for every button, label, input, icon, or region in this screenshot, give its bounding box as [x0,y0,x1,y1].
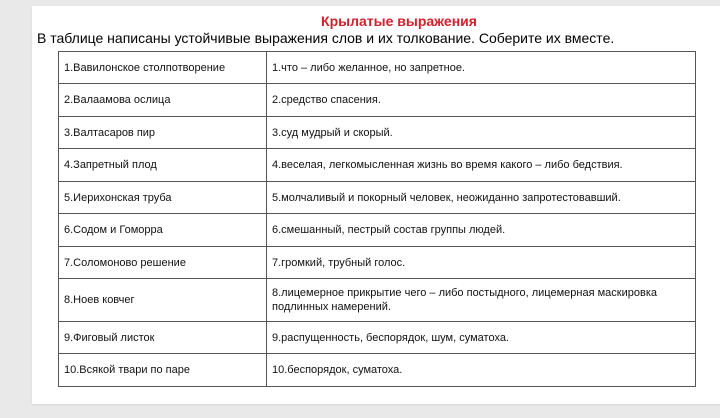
expression-cell: 9.Фиговый листок [59,322,267,354]
document-page [32,6,720,404]
meaning-cell: 7.громкий, трубный голос. [267,247,696,279]
meaning-cell: 1.что – либо желанное, но запретное. [267,52,696,84]
table-row [59,279,696,322]
meaning-cell: 5.молчаливый и покорный человек, неожиданно запротестовавший. [267,182,696,214]
table-row [59,354,696,387]
expression-cell: 1.Вавилонское столпотворение [59,52,267,84]
table-row [59,247,696,279]
expression-cell: 3.Валтасаров пир [59,117,267,149]
expression-cell: 8.Ноев ковчег [59,279,267,322]
table-row [59,214,696,247]
meaning-cell: 6.смешанный, пестрый состав группы людей. [267,214,696,247]
page-title: Крылатые выражения [321,13,477,29]
expression-cell: 7.Соломоново решение [59,247,267,279]
expression-cell: 2.Валаамова ослица [59,84,267,117]
expression-cell: 6.Содом и Гоморра [59,214,267,247]
expression-cell: 4.Запретный плод [59,149,267,182]
table-row [59,52,696,84]
meaning-cell: 10.беспорядок, суматоха. [267,354,696,387]
table-row [59,117,696,149]
meaning-cell: 2.средство спасения. [267,84,696,117]
meaning-cell: 9.распущенность, беспорядок, шум, суматоха. [267,322,696,354]
table-row [59,84,696,117]
task-instruction: В таблице написаны устойчивые выражения слов и их толкование. Соберите их вместе. [37,30,615,46]
meaning-cell: 4.веселая, легкомысленная жизнь во время какого – либо бедствия. [267,149,696,182]
expressions-table [58,51,696,387]
expression-cell: 5.Иерихонская труба [59,182,267,214]
table-row [59,182,696,214]
table-row [59,149,696,182]
expression-cell: 10.Всякой твари по паре [59,354,267,387]
meaning-cell: 8.лицемерное прикрытие чего – либо постыдного, лицемерная маскировка подлинных намерений. [267,279,696,322]
table-row [59,322,696,354]
meaning-cell: 3.суд мудрый и скорый. [267,117,696,149]
